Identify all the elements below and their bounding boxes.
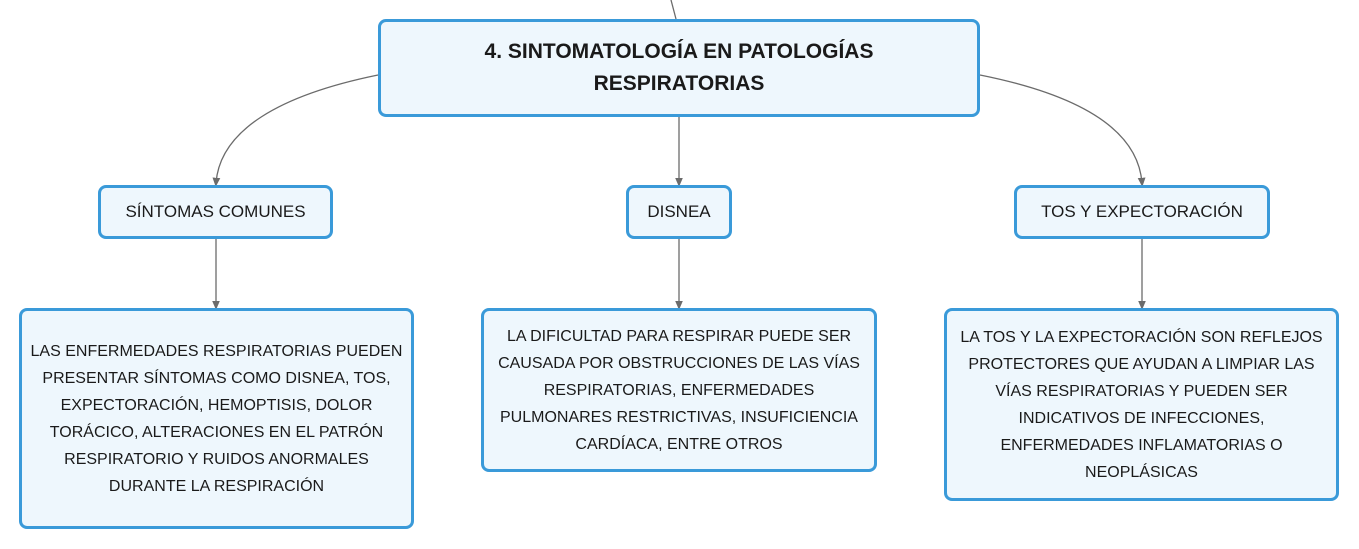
root-topic-label: 4. SINTOMATOLOGÍA EN PATOLOGÍAS RESPIRATORIAS <box>484 40 874 95</box>
detail-node-sintomas-comunes[interactable] <box>19 308 414 529</box>
connector-root-tos <box>980 75 1142 183</box>
detail-text: LAS ENFERMEDADES RESPIRATORIAS PUEDEN PRESENTAR SÍNTOMAS COMO DISNEA, TOS, EXPECTORACIÓN, HEMOPTISIS, DOLOR TORÁCICO, ALTERACIONES EN EL PATRÓN RESPIRATORIO Y RUIDOS ANORMALES DURANTE LA RESPIRACIÓN <box>30 342 403 495</box>
branch-node-tos-expectoracion[interactable] <box>1014 185 1270 239</box>
connector-root-sintomas <box>216 75 378 183</box>
branch-label: TOS Y EXPECTORACIÓN <box>1041 202 1243 221</box>
root-topic-node[interactable] <box>378 19 980 117</box>
branch-node-disnea[interactable] <box>626 185 732 239</box>
branch-label: SÍNTOMAS COMUNES <box>125 202 306 221</box>
connector-parent <box>671 0 676 19</box>
branch-node-sintomas-comunes[interactable] <box>98 185 333 239</box>
detail-node-disnea[interactable] <box>481 308 877 472</box>
detail-text: LA TOS Y LA EXPECTORACIÓN SON REFLEJOS PROTECTORES QUE AYUDAN A LIMPIAR LAS VÍAS RESPIRATORIAS Y PUEDEN SER INDICATIVOS DE INFECCIONES, ENFERMEDADES INFLAMATORIAS O NEOPLÁSICAS <box>960 328 1323 481</box>
branch-label: DISNEA <box>647 202 711 221</box>
detail-text: LA DIFICULTAD PARA RESPIRAR PUEDE SER CAUSADA POR OBSTRUCCIONES DE LAS VÍAS RESPIRATORIAS, ENFERMEDADES PULMONARES RESTRICTIVAS, INSUFICIENCIA CARDÍACA, ENTRE OTROS <box>498 327 860 453</box>
detail-node-tos-expectoracion[interactable] <box>944 308 1339 501</box>
